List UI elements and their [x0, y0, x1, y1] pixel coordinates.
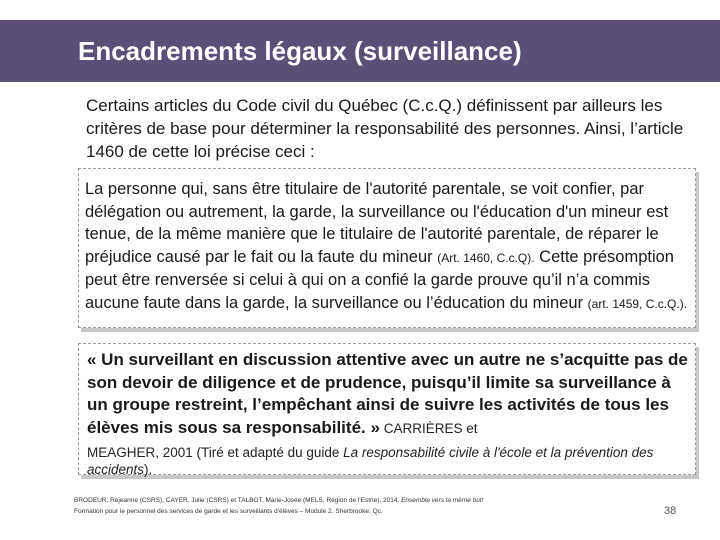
article-1460-citation: (Art. 1460, C.c.Q).	[437, 250, 535, 265]
footnote-reference	[74, 496, 554, 517]
article-1460-text: La personne qui, sans être titulaire de l'autorité parentale, se voit confier, par délégation ou autrement, la garde, la surveillance ou l'éducation d'un mineur est tenue, de la même manière que le titulaire de l'autorité parentale, de réparer le préjudice causé par le fait ou la faute du mineur	[85, 180, 669, 266]
legal-quote-box	[78, 168, 696, 328]
legal-quote-text	[85, 178, 691, 315]
presumption-text: Cette présomption peut être renversée si celui à qui on a confié la garde prouve qu’il n’a commis aucune faute dans la garde, la surveillance ou l’éducation du mineur	[85, 247, 674, 312]
footnote-authors: BRODEUR, Réjeanne (CSRS), CAYER, Julie (CSRS) et TALBOT, Marie-Josée (MELS, Région de l'Estrie), 2014.	[74, 497, 402, 504]
supervisor-quote-box	[78, 343, 696, 475]
page-number: 38	[664, 505, 677, 517]
quote-source-guide-title: La responsabilité civile à l'école et la prévention des accidents	[87, 445, 654, 477]
article-1459-citation: (art. 1459, C.c.Q.).	[587, 296, 688, 311]
intro-paragraph: Certains articles du Code civil du Québec (C.c.Q.) définissent par ailleurs les critères de base pour déterminer la responsabilité des personnes. Ainsi, l’article 1460 de cette loi précise ceci :	[86, 96, 684, 161]
supervisor-quote: « Un surveillant en discussion attentive avec un autre ne s’acquitte pas de son devoir de diligence et de prudence, puisqu’il limite sa surveillance à un groupe restreint, l’empêchant ainsi de suivre les activités de tous les élèves mis sous sa responsabilité. »	[87, 350, 688, 437]
quote-source-year: MEAGHER, 2001 (Tiré et adapté du guide	[87, 445, 344, 460]
quote-source-authors: CARRIÈRES et	[379, 420, 478, 436]
footnote-training: Formation pour le personnel des services de garde et les surveillants d'élèves – Module 2. Sherbrooke, Qc.	[74, 507, 383, 515]
quote-source-end: ).	[144, 462, 153, 477]
quote-source	[87, 444, 691, 478]
supervisor-quote-text	[87, 349, 691, 439]
footnote-title: Ensemble vers la même but!	[401, 497, 484, 504]
slide-title: Encadrements légaux (surveillance)	[78, 36, 522, 66]
